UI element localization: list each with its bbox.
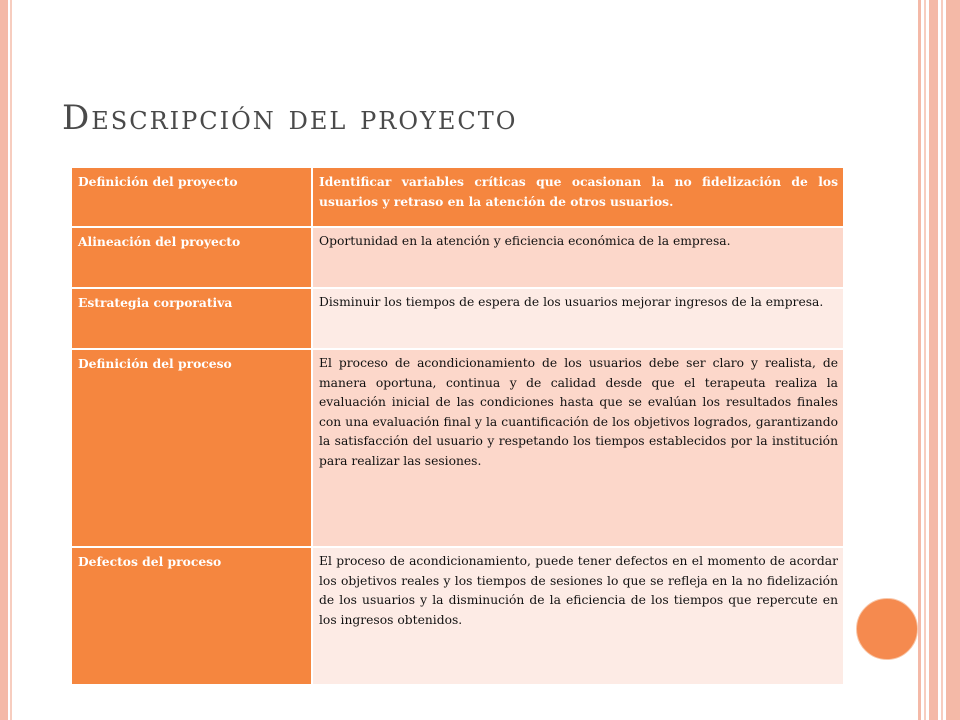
row-value: Oportunidad en la atención y eficiencia económica de la empresa. — [312, 227, 843, 288]
left-frame-border — [0, 0, 8, 720]
table-row — [72, 349, 843, 547]
row-label: Defectos del proceso — [72, 547, 312, 684]
left-frame-line — [10, 0, 12, 720]
row-label: Definición del proyecto — [72, 168, 312, 227]
row-value: Disminuir los tiempos de espera de los usuarios mejorar ingresos de la empresa. — [312, 288, 843, 349]
row-label: Definición del proceso — [72, 349, 312, 547]
row-label: Estrategia corporativa — [72, 288, 312, 349]
table-row — [72, 227, 843, 288]
row-value: El proceso de acondicionamiento de los usuarios debe ser claro y realista, de manera oportuna, continua y de calidad desde que el terapeuta realiza la evaluación inicial de las condiciones hasta que se evalúan los resultados finales con una evaluación final y la cuantificación de los objetivos logrados, garantizando la satisfacción del usuario y respetando los tiempos establecidos por la institución para realizar las sesiones. — [312, 349, 843, 547]
table-row — [72, 288, 843, 349]
table-row — [72, 168, 843, 227]
decorative-circle — [856, 598, 918, 660]
project-description-table — [72, 168, 843, 684]
right-frame-border — [918, 0, 960, 720]
table-row — [72, 547, 843, 684]
row-label: Alineación del proyecto — [72, 227, 312, 288]
slide-title: Descripción del proyecto — [62, 98, 518, 138]
row-value: Identificar variables críticas que ocasionan la no fidelización de los usuarios y retraso en la atención de otros usuarios. — [312, 168, 843, 227]
row-value: El proceso de acondicionamiento, puede tener defectos en el momento de acordar los objetivos reales y los tiempos de sesiones lo que se refleja en la no fidelización de los usuarios y la disminución de la eficiencia de los tiempos que repercute en los ingresos obtenidos. — [312, 547, 843, 684]
